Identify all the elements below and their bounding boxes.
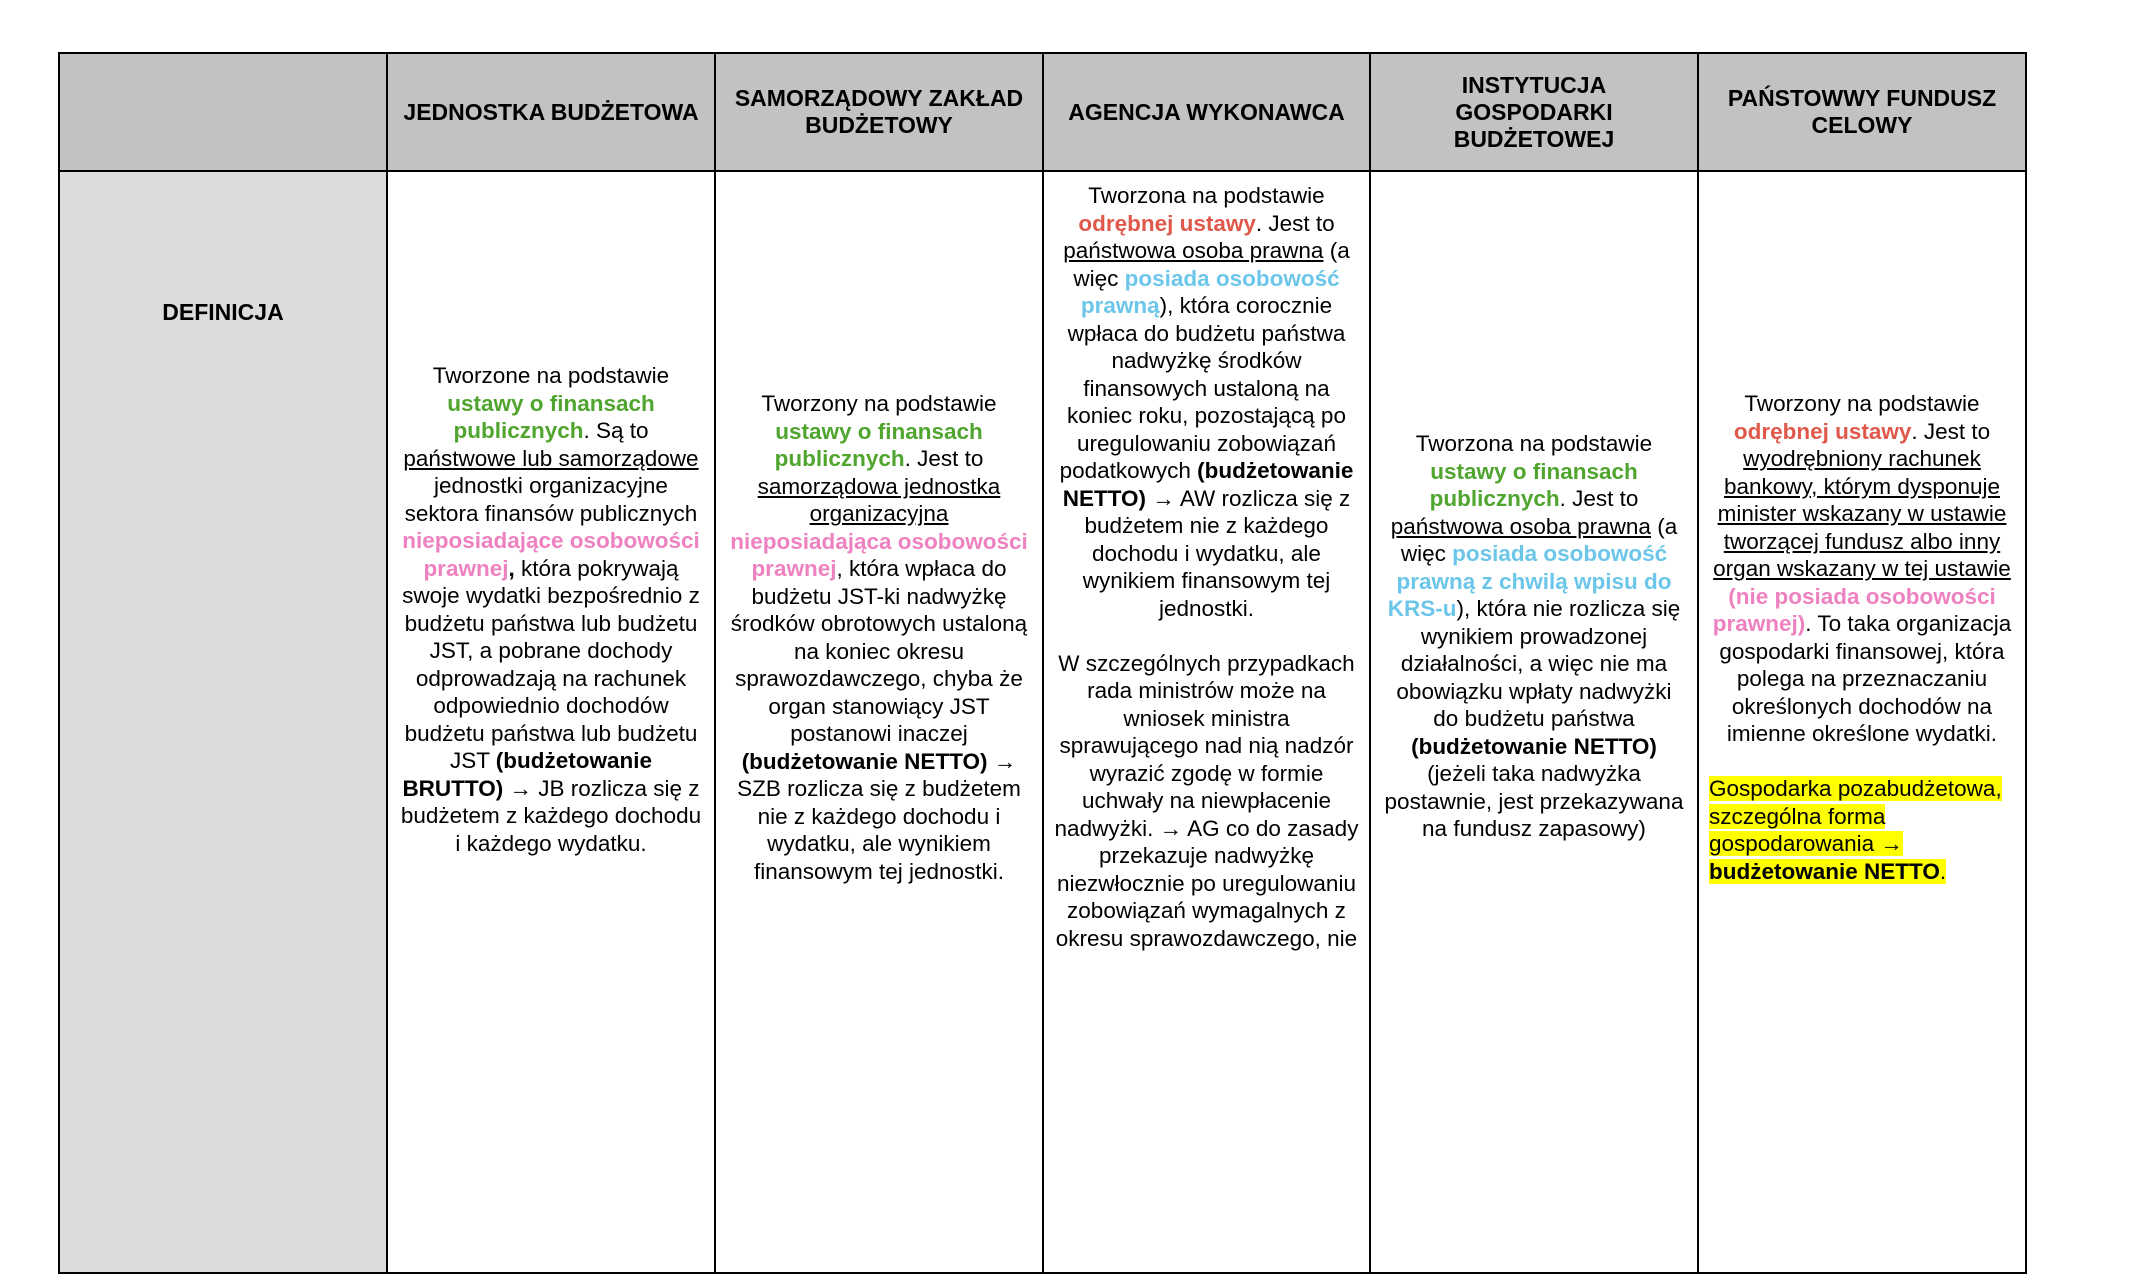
header-instytucja-gospodarki-budzetowej: INSTYTUCJA GOSPODARKI BUDŻETOWEJ <box>1370 53 1698 171</box>
aw-text-7: ), która corocznie wpłaca do budżetu państwa nadwyżkę środków finansowych ustaloną na koniec roku, pozostającą po uregulowaniu zobowiązań podatkowych <box>1059 293 1346 483</box>
pfc-text-7: . To taka organizacja gospodarki finansowej, która polega na przeznaczaniu określonych dochodów na imienne określone wydatki. <box>1719 611 2012 746</box>
pfc-text-9: budżetowanie NETTO <box>1709 858 1940 884</box>
aw-text-9: → AW rozlicza się z budżetem nie z każdego dochodu i wydatku, ale wynikiem finansowym tej jednostki. <box>1082 485 1351 621</box>
jb-text-2: ustawy o finansach publicznych <box>447 390 655 443</box>
jb-text-7: , <box>508 555 521 581</box>
aw-text-8: (budżetowanie NETTO) <box>1062 458 1354 511</box>
cell-jb-text <box>388 172 714 857</box>
igb-text-8: (budżetowanie NETTO) <box>1411 733 1657 759</box>
igb-text-9: (jeżeli taka nadwyżka postawnie, jest przekazywana na fundusz zapasowy) <box>1384 761 1684 841</box>
pfc-text-10: . <box>1939 858 1947 884</box>
definition-row <box>59 171 2026 1273</box>
header-panstwowy-fundusz-celowy: PAŃSTOWWY FUNDUSZ CELOWY <box>1698 53 2026 171</box>
aw-text-3: . Jest to <box>1255 210 1335 236</box>
header-row <box>59 53 2026 171</box>
szb-text-4: samorządowa jednostka organizacyjna <box>757 473 1001 526</box>
pfc-text-2: odrębnej ustawy <box>1733 418 1912 444</box>
aw-text-4: państwowa osoba prawna <box>1063 238 1324 263</box>
szb-text-3: . Jest to <box>904 446 984 471</box>
jb-text-4: państwowe lub samorządowe <box>403 445 699 471</box>
pfc-highlight-block <box>1709 775 2015 885</box>
cell-aw-text <box>1044 172 1369 952</box>
pfc-text-6: (nie posiada osobowości prawnej) <box>1712 583 1996 636</box>
aw-text-6: posiada osobowość prawną <box>1080 265 1340 318</box>
header-agencja-wykonawcza: AGENCJA WYKONAWCA <box>1043 53 1370 171</box>
igb-text-5: (a więc <box>1400 513 1678 566</box>
row-label-text: DEFINICJA <box>162 298 284 325</box>
pfc-text-8: Gospodarka pozabudżetowa, szczególna forma gospodarowania → <box>1709 776 2002 856</box>
jb-text-3: . Są to <box>583 418 649 443</box>
aw-spacer <box>1054 622 1359 650</box>
cell-pfc-text <box>1699 172 2025 885</box>
cell-instytucja-gospodarki-budzetowej <box>1370 171 1698 1273</box>
igb-text-7: ), która nie rozlicza się wynikiem prowadzonej działalności, a więc nie ma obowiązku wpłaty nadwyżki do budżetu państwa <box>1396 596 1681 731</box>
aw-text-2: odrębnej ustawy <box>1078 210 1256 236</box>
header-jednostka-budzetowa: JEDNOSTKA BUDŻETOWA <box>387 53 715 171</box>
szb-text-2: ustawy o finansach publicznych <box>774 418 983 471</box>
jb-text-9: (budżetowanie BRUTTO) <box>402 748 653 801</box>
jb-text-10: → JB rozlicza się z budżetem z każdego dochodu i każdego wydatku. <box>400 775 702 856</box>
comparison-table <box>58 52 2027 1274</box>
pfc-spacer <box>1709 748 2015 776</box>
cell-igb-text <box>1371 172 1697 843</box>
aw-text-1: Tworzona na podstawie <box>1088 183 1325 208</box>
jb-text-1: Tworzone na podstawie <box>432 363 670 388</box>
header-corner-cell <box>59 53 387 171</box>
szb-text-9: → SZB rozlicza się z budżetem nie z każdego dochodu i wydatku, ale wynikiem finansowym tej jednostki. <box>737 748 1021 884</box>
aw-text-10: W szczególnych przypadkach rada ministrów może na wniosek ministra sprawującego nad nią nadzór wyrazić zgodę w formie uchwały na niewpłacenie nadwyżki. → AG co do zasady przekazuje nadwyżkę niezwłocznie po uregulowaniu zobowiązań wymagalnych z okresu sprawozdawczego, nie <box>1054 650 1359 951</box>
igb-text-4: państwowa osoba prawna <box>1390 513 1651 539</box>
jb-text-5: jednostki organizacyjne sektora finansów publicznych <box>404 473 698 526</box>
szb-text-8: (budżetowanie NETTO) <box>741 748 988 774</box>
row-label-definicja <box>59 171 387 1273</box>
cell-szb-text <box>716 172 1042 885</box>
szb-text-7: , która wpłaca do budżetu JST-ki nadwyżkę środków obrotowych ustaloną na koniec okresu sprawozdawczego, chyba że organ stanowiący JST postanowi inaczej <box>730 556 1028 746</box>
igb-text-6: posiada osobowość prawną z chwilą wpisu do KRS-u <box>1387 541 1672 621</box>
jb-text-8: która pokrywają swoje wydatki bezpośrednio z budżetu państwa lub budżetu JST, a pobrane dochody odprowadzają na rachunek odpowiednio dochodów budżetu państwa lub budżetu JST <box>402 555 700 773</box>
igb-text-3: . Jest to <box>1559 486 1639 511</box>
szb-text-6: nieposiadająca osobowości prawnej <box>730 528 1028 581</box>
cell-panstwowy-fundusz-celowy <box>1698 171 2026 1273</box>
pfc-text-4: wyodrębniony rachunek bankowy, którym dysponuje minister wskazany w ustawie tworzącej fundusz albo inny organ wskazany w tej ustawie <box>1713 446 2011 581</box>
igb-text-1: Tworzona na podstawie <box>1415 431 1653 456</box>
igb-text-2: ustawy o finansach publicznych <box>1429 458 1638 511</box>
header-samorzadowy-zaklad-budzetowy: SAMORZĄDOWY ZAKŁAD BUDŻETOWY <box>715 53 1043 171</box>
cell-agencja-wykonawcza <box>1043 171 1370 1273</box>
aw-text-5: (a więc <box>1073 238 1350 291</box>
jb-text-6: nieposiadające osobowości prawnej <box>402 528 700 581</box>
pfc-text-1: Tworzony na podstawie <box>1744 391 1980 416</box>
pfc-text-3: . Jest to <box>1911 418 1991 444</box>
cell-jednostka-budzetowa <box>387 171 715 1273</box>
szb-text-1: Tworzony na podstawie <box>761 391 997 416</box>
cell-samorzadowy-zaklad-budzetowy <box>715 171 1043 1273</box>
